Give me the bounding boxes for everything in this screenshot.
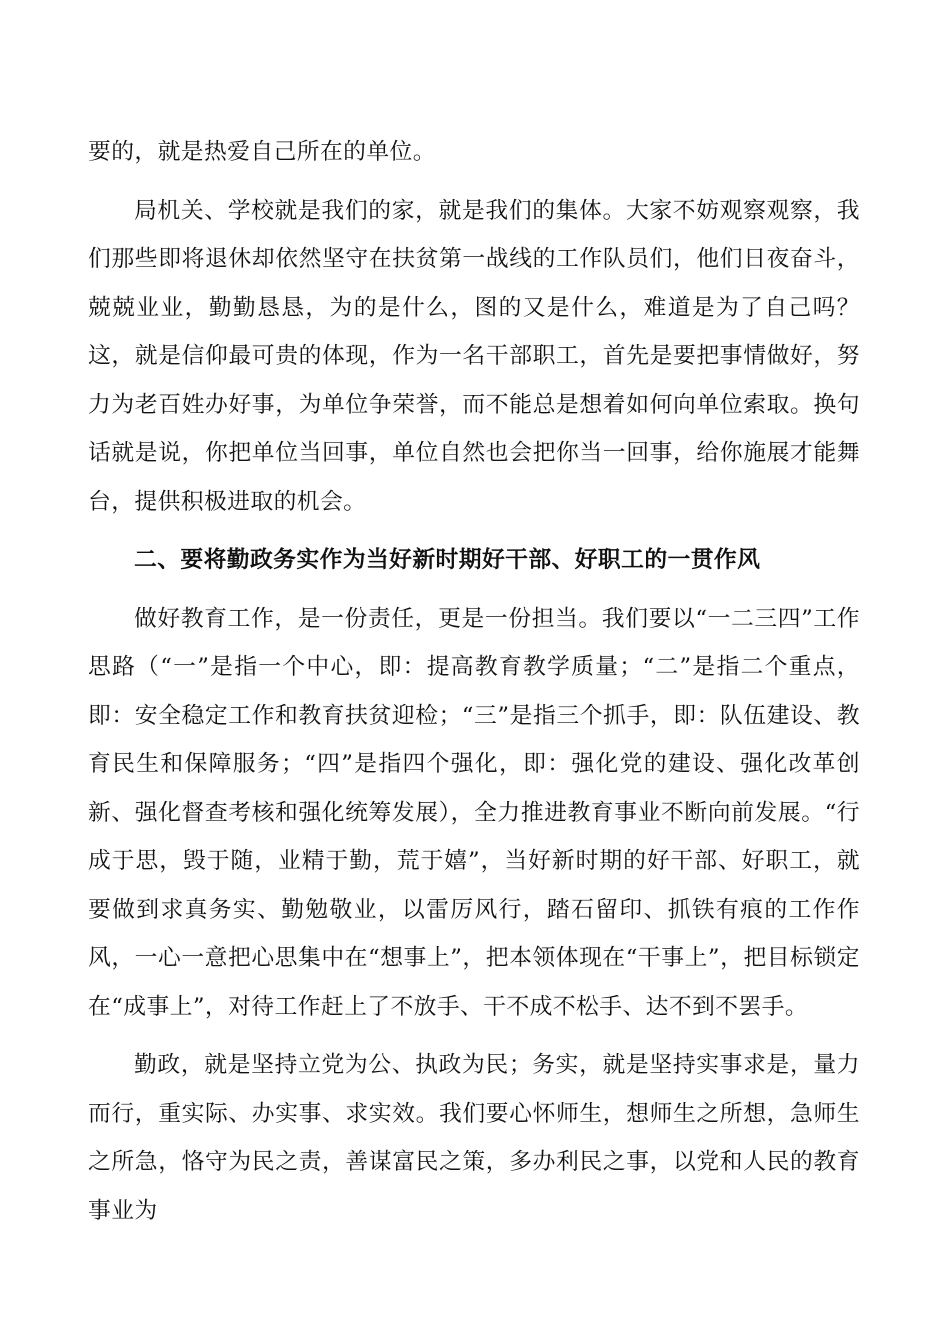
section-heading: 二、要将勤政务实作为当好新时期好干部、好职工的一贯作风 <box>134 547 761 573</box>
paragraph-spacer <box>88 1031 860 1041</box>
paragraph-spacer <box>88 585 860 595</box>
paragraph-spacer <box>88 177 860 187</box>
paragraph-work-approach: 做好教育工作，是一份责任，更是一份担当。我们要以“一二三四”工作思路（“一”是指一个中心，即：提高教育教学质量；“二”是指二个重点，即：安全稳定工作和教育扶贫迎检；“三”是指三个抓手，即：队伍建设、教育民生和保障服务；“四”是指四个强化，即：强化党的建设、强化改革创新、强化督查考核和强化统筹发展），全力推进教育事业不断向前发展。“行成于思，毁于随，业精于勤，荒于嬉”，当好新时期的好干部、好职工，就要做到求真务实、勤勉敬业，以雷厉风行，踏石留印、抓铁有痕的工作作风，一心一意把心思集中在“想事上”，把本领体现在“干事上”，把目标锁定在“成事上”，对待工作赶上了不放手、干不成不松手、达不到不罢手。 <box>88 605 860 1020</box>
paragraph-workplace: 局机关、学校就是我们的家，就是我们的集体。大家不妨观察观察，我们那些即将退休却依然坚守在扶贫第一战线的工作队员们，他们日夜奋斗，兢兢业业，勤勤恳恳，为的是什么，图的又是什么，难道是为了自己吗？这，就是信仰最可贵的体现，作为一名干部职工，首先是要把事情做好，努力为老百姓办好事，为单位争荣誉，而不能总是想着如何向单位索取。换句话就是说，你把单位当回事，单位自然也会把你当一回事，给你施展才能舞台，提供积极进取的机会。 <box>88 197 860 515</box>
paragraph-spacer <box>88 526 860 536</box>
paragraph-continuation: 要的，就是热爱自己所在的单位。 <box>88 139 436 165</box>
paragraph-diligence: 勤政，就是坚持立党为公、执政为民；务实，就是坚持实事求是，量力而行，重实际、办实事、求实效。我们要心怀师生，想师生之所想，急师生之所急，恪守为民之责，善谋富民之策，多办利民之事，以党和人民的教育事业为 <box>88 1052 860 1224</box>
document-page <box>88 128 860 1235</box>
